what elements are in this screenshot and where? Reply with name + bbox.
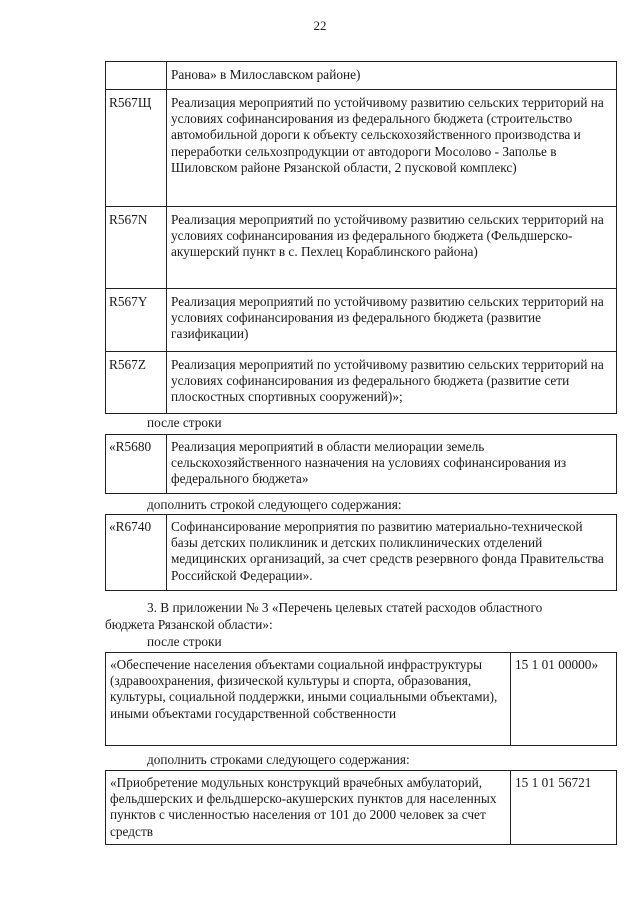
social-infrastructure-table bbox=[105, 652, 617, 746]
table-row bbox=[106, 771, 617, 845]
table-row bbox=[106, 62, 617, 90]
table-row bbox=[106, 90, 617, 207]
table-row bbox=[106, 352, 617, 414]
code-cell: R567Щ bbox=[106, 90, 167, 207]
modular-clinics-table bbox=[105, 770, 617, 845]
code-cell bbox=[106, 62, 167, 90]
table-row bbox=[106, 207, 617, 289]
code-cell: «R5680 bbox=[106, 435, 167, 494]
description-cell: «Приобретение модульных конструкций врачебных амбулаторий, фельдшерских и фельдшерско-акушерских пунктов для населенных пунктов с численностью населения от 101 до 2000 человек за счет средств bbox=[106, 771, 511, 845]
new-row-table bbox=[105, 514, 617, 591]
description-cell: Реализация мероприятий по устойчивому развитию сельских территорий на условиях софинансирования из федерального бюджета (строительство автомобильной дороги к объекту сельскохозяйственного производства и переработки сельхозпродукции от автодороги Мосолово - Заполье в Шиловском районе Рязанской области, 2 пусковой комплекс) bbox=[167, 90, 617, 207]
description-cell: Ранова» в Милославском районе) bbox=[167, 62, 617, 90]
description-cell: Реализация мероприятий по устойчивому развитию сельских территорий на условиях софинансирования из федерального бюджета (Фельдшерско-акушерский пункт в с. Пехлец Кораблинского района) bbox=[167, 207, 617, 289]
code-cell: R567Y bbox=[106, 289, 167, 352]
table-row bbox=[106, 289, 617, 352]
description-cell: Софинансирование мероприятия по развитию материально-технической базы детских поликлиник и детских поликлинических отделений медицинских организаций, за счет средств резервного фонда Правительства Российской Федерации». bbox=[167, 515, 617, 591]
add-rows-caption: дополнить строками следующего содержания: bbox=[147, 752, 410, 767]
add-row-caption: дополнить строкой следующего содержания: bbox=[147, 497, 402, 512]
description-cell: «Обеспечение населения объектами социальной инфраструктуры (здравоохранения, физической культуры и спорта, образования, культуры, социальной поддержки, иными социальными объектами), иными объектами государственной собственности bbox=[106, 653, 511, 746]
paragraph-3-line-1: 3. В приложении № 3 «Перечень целевых статей расходов областного bbox=[147, 600, 543, 615]
code-cell: 15 1 01 00000» bbox=[511, 653, 617, 746]
table-row bbox=[106, 515, 617, 591]
after-row-caption: после строки bbox=[147, 634, 222, 649]
code-cell: «R6740 bbox=[106, 515, 167, 591]
description-cell: Реализация мероприятий в области мелиорации земель сельскохозяйственного назначения на условиях софинансирования из федерального бюджета» bbox=[167, 435, 617, 494]
code-cell: 15 1 01 56721 bbox=[511, 771, 617, 845]
table-row bbox=[106, 435, 617, 494]
table-row bbox=[106, 653, 617, 746]
code-cell: R567Z bbox=[106, 352, 167, 414]
melioration-row-table bbox=[105, 434, 617, 494]
description-cell: Реализация мероприятий по устойчивому развитию сельских территорий на условиях софинансирования из федерального бюджета (развитие сети плоскостных спортивных сооружений)»; bbox=[167, 352, 617, 414]
code-cell: R567N bbox=[106, 207, 167, 289]
paragraph-3-line-2: бюджета Рязанской области»: bbox=[105, 617, 273, 632]
after-row-caption: после строки bbox=[147, 415, 222, 430]
description-cell: Реализация мероприятий по устойчивому развитию сельских территорий на условиях софинансирования из федерального бюджета (развитие газификации) bbox=[167, 289, 617, 352]
target-articles-table bbox=[105, 61, 617, 414]
page-number: 22 bbox=[313, 18, 327, 33]
